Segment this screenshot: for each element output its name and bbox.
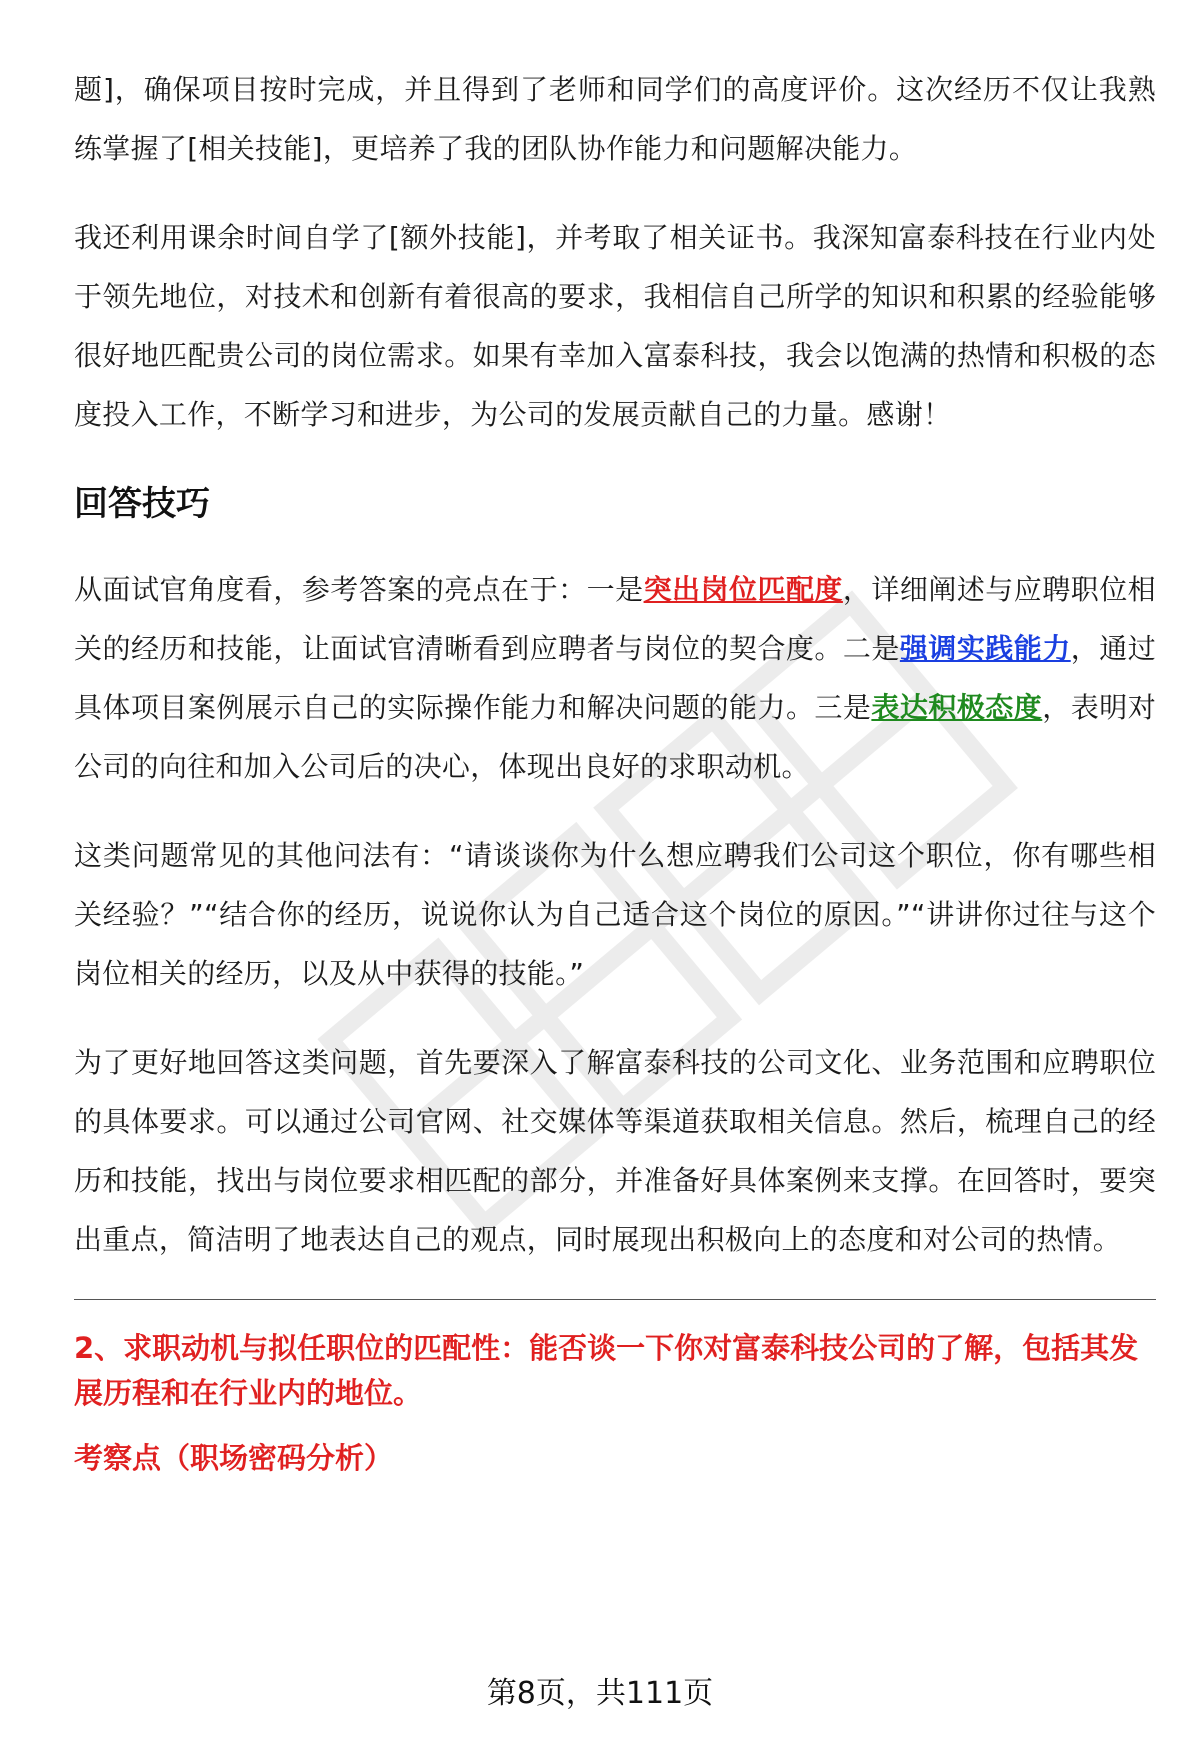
- highlight-practical-ability: 强调实践能力: [899, 632, 1071, 665]
- tips-text: ，通过具体项目案例展示自己的实际操作能力和解决问题的能力。三是: [74, 632, 1156, 724]
- advice-paragraph: 为了更好地回答这类问题，首先要深入了解富泰科技的公司文化、业务范围和应聘职位的具体要求。可以通过公司官网、社交媒体等渠道获取相关信息。然后，梳理自己的经历和技能，找出与岗位要求相匹配的部分，并准备好具体案例来支撑。在回答时，要突出重点，简洁明了地表达自己的观点，同时展现出积极向上的态度和对公司的热情。: [74, 1046, 1156, 1256]
- page-footer: 第8页，共111页: [486, 1676, 714, 1711]
- tips-text: 从面试官角度看，参考答案的亮点在于：一是: [74, 573, 644, 606]
- highlight-job-match: 突出岗位匹配度: [643, 573, 843, 606]
- document-body: [74, 60, 1156, 1481]
- tips-text: ，表明对公司的向往和加入公司后的决心，体现出良好的求职动机。: [74, 691, 1156, 783]
- next-question: 2、求职动机与拟任职位的匹配性：能否谈一下你对富泰科技公司的了解，包括其发展历程和在行业内的地位。: [74, 1331, 1139, 1410]
- body-paragraph: 我还利用课余时间自学了[额外技能]，并考取了相关证书。我深知富泰科技在行业内处于领先地位，对技术和创新有着很高的要求，我相信自己所学的知识和积累的经验能够很好地匹配贵公司的岗位需求。如果有幸加入富泰科技，我会以饱满的热情和积极的态度投入工作，不断学习和进步，为公司的发展贡献自己的力量。感谢！: [74, 221, 1156, 431]
- tips-paragraph: [74, 560, 1156, 796]
- body-paragraph: 题]，确保项目按时完成，并且得到了老师和同学们的高度评价。这次经历不仅让我熟练掌握了[相关技能]，更培养了我的团队协作能力和问题解决能力。: [74, 73, 1156, 165]
- other-questions-paragraph: 这类问题常见的其他问法有：“请谈谈你为什么想应聘我们公司这个职位，你有哪些相关经验？”“结合你的经历，说说你认为自己适合这个岗位的原因。”“讲讲你过往与这个岗位相关的经历，以及从中获得的技能。”: [74, 839, 1156, 990]
- tips-text: ，详细阐述与应聘职位相关的经历和技能，让面试官清晰看到应聘者与岗位的契合度。二是: [74, 573, 1156, 665]
- sub-heading: 考察点（职场密码分析）: [74, 1441, 394, 1475]
- section-divider: [74, 1299, 1156, 1300]
- highlight-positive-attitude: 表达积极态度: [871, 691, 1043, 724]
- section-title: 回答技巧: [74, 484, 210, 524]
